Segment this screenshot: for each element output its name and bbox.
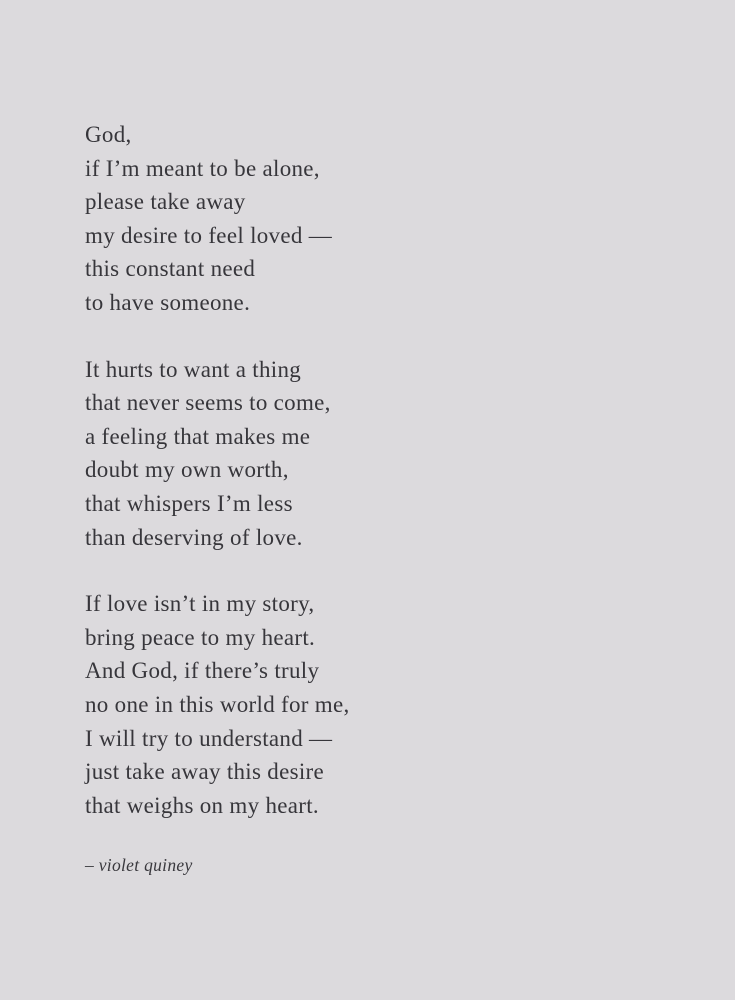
poem-line: God, [85,122,132,147]
poem-line: that weighs on my heart. [85,792,319,818]
poem-attribution: – violet quiney [85,855,193,876]
poem-line: a feeling that makes me [85,423,311,449]
poem-line: that never seems to come, [85,390,331,416]
poem-line: bring peace to my heart. [85,624,316,650]
poem-line: doubt my own worth, [85,457,289,483]
poem-stanza-2 [85,353,695,555]
poem-line: than deserving of love. [85,524,303,550]
poem-line: if I’m meant to be alone, [85,155,320,181]
poem-line: If love isn’t in my story, [85,591,315,617]
poem-line: It hurts to want a thing [85,356,302,382]
poem-line: my desire to feel loved — [85,222,333,248]
poem-line: that whispers I’m less [85,490,293,516]
poem-line: just take away this desire [85,759,325,785]
poem-stanza-1 [85,118,695,320]
poem-line: this constant need [85,256,256,282]
poem-line: no one in this world for me, [85,691,350,717]
poem-line: please take away [85,189,246,215]
poem-line: I will try to understand — [85,725,333,751]
poem-line: And God, if there’s truly [85,658,320,684]
poem-line: to have someone. [85,289,251,315]
poem-stanza-3 [85,587,695,822]
